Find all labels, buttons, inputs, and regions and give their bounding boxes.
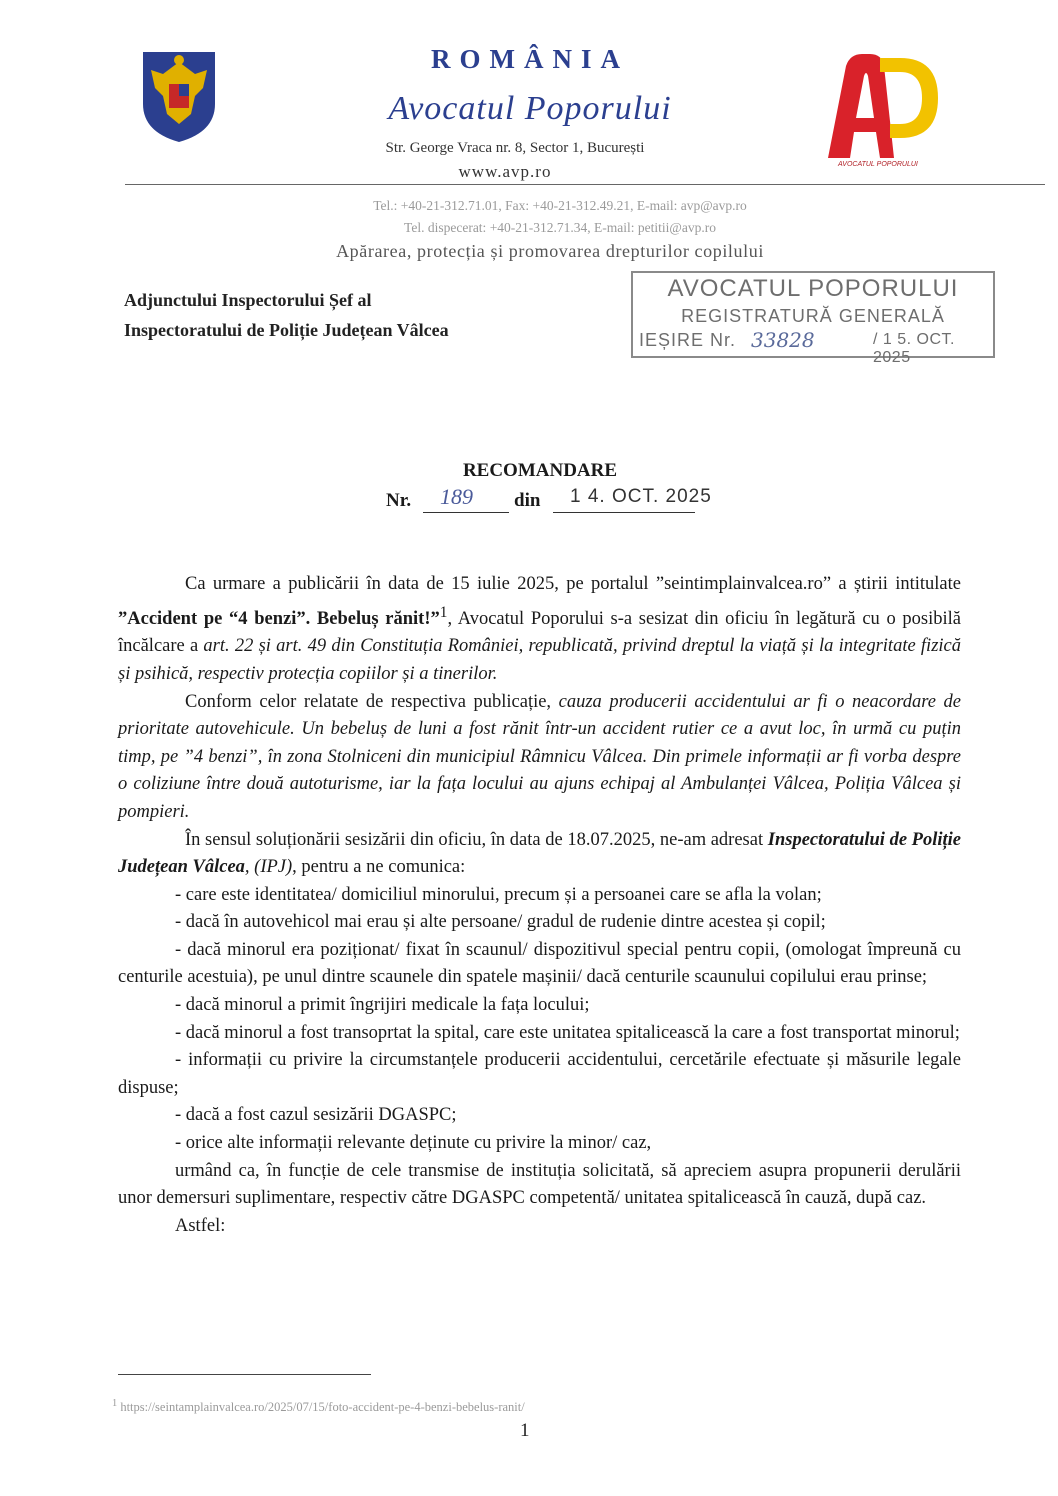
footnote-link[interactable]: https://seintamplainvalcea.ro/2025/07/15/foto-accident-pe-4-benzi-bebelus-ranit/: [120, 1400, 525, 1415]
document-body: [118, 571, 961, 1240]
p1-text-a: Ca urmare a publicării în data de 15 iulie 2025, pe portalul ”seintimplainvalcea.ro” a știrii intitulate: [185, 574, 961, 594]
p3-text-a: În sensul soluționării sesizării din oficiu, în data de 18.07.2025, ne-am adresat: [185, 829, 768, 850]
addressee-line-2: Inspectoratului de Poliție Județean Vâlcea: [124, 320, 449, 340]
footnote-divider: [118, 1374, 371, 1375]
paragraph-3: [118, 827, 961, 882]
p1-text-c: , Avocatul Poporului s-a sesizat din oficiu în legătură cu o posibilă încălcare a: [118, 608, 961, 657]
contact-line-1: Tel.: +40-21-312.71.01, Fax: +40-21-312.49.21, E-mail: avp@avp.ro: [373, 198, 747, 213]
addressee-line-1: Adjunctului Inspectorului Șef al: [124, 290, 372, 310]
date-label: din: [514, 490, 541, 511]
request-item: - orice alte informații relevante deținute cu privire la minor/ caz,: [175, 1133, 652, 1154]
request-item: - dacă în autovehicol mai erau și alte persoane/ gradul de rudenie dintre acestea și copil;: [175, 912, 826, 933]
paragraph-2: [118, 689, 961, 827]
registry-stamp: [631, 271, 995, 366]
request-item: - dacă minorul a primit îngrijiri medicale la fața locului;: [175, 995, 590, 1016]
request-item: - dacă a fost cazul sesizării DGASPC;: [175, 1105, 457, 1126]
department-tagline: Apărarea, protecția și promovarea drepturilor copilului: [336, 241, 764, 261]
header-divider: [125, 184, 1045, 185]
date-underline: [553, 512, 695, 513]
request-item: - dacă minorul era poziționat/ fixat în scaunul/ dispozitivul special pentru copii, (omologat împreună cu centurile acestuia), pe unul dintre scaunele din spatele mașinii/ dacă centurile scaunului copilului erau prinse;: [118, 939, 961, 988]
institution-address: Str. George Vraca nr. 8, Sector 1, București: [385, 140, 645, 156]
paragraph-1: [118, 571, 961, 689]
request-item: - care este identitatea/ domiciliul minorului, precum și a persoanei care se afla la volan;: [175, 884, 822, 905]
romania-coat-of-arms: [133, 44, 225, 144]
stamp-registry: REGISTRATURĂ GENERALĂ: [681, 306, 945, 326]
number-underline: [423, 512, 509, 513]
contact-line-2: Tel. dispecerat: +40-21-312.71.34, E-mail: petitii@avp.ro: [404, 220, 716, 235]
p2-text-a: Conform celor relatate de respectiva publicație,: [185, 691, 559, 712]
p3-text-d: , pentru a ne comunica:: [292, 857, 466, 878]
request-item: - informații cu privire la circumstanțele producerii accidentului, cercetările efectuate și măsurile legale dispuse;: [118, 1050, 961, 1098]
stamp-institution: AVOCATUL POPORULUI: [667, 275, 959, 302]
p2-quote: cauza producerii accidentului ar fi o neacordare de prioritate autovehicule. Un bebeluș de luni a fost rănit într-un accident rutier ce a avut loc, în urmă cu puțin timp, pe ”4 benzi”, în zona Stolniceni din municipiul Râmnicu Vâlcea. Din primele informații ar fi vorba despre o coliziune între două autoturisme, iar la fața locului au ajuns echipaj al Ambulanței Vâlcea, Poliția Vâlcea și pompieri.: [118, 691, 961, 822]
recommendation-number: 189: [440, 484, 473, 509]
stamp-exit-date: / 1 5. OCT. 2025: [873, 331, 955, 366]
institution-name: Avocatul Poporului: [388, 90, 672, 127]
country-name: ROMÂNIA: [431, 44, 629, 74]
page-number: 1: [520, 1420, 530, 1441]
logo-caption: AVOCATUL POPORULUI: [838, 161, 918, 168]
footnote-ref: 1: [439, 603, 448, 621]
document-title: RECOMANDARE: [462, 460, 618, 481]
p3-abbrev: , (IPJ): [244, 857, 293, 878]
number-label: Nr.: [386, 490, 412, 511]
paragraph-4: urmând ca, în funcție de cele transmise de instituția solicitată, să apreciem asupra propunerii derulării unor demersuri suplimentare, respectiv către DGASPC competentă/ unitatea spitalicească în cauză, după caz.: [118, 1160, 961, 1209]
footnote-marker: 1: [112, 1398, 118, 1409]
institution-website[interactable]: www.avp.ro: [458, 162, 552, 181]
stamp-exit-label: IEȘIRE Nr.: [639, 330, 737, 350]
article-title: ”Accident pe “4 benzi”. Bebeluș rănit!”: [118, 608, 440, 629]
recommendation-date: 1 4. OCT. 2025: [570, 486, 712, 507]
footnote: [112, 1398, 525, 1415]
stamp-exit-number: 33828: [751, 328, 815, 352]
p1-legal-ref: art. 22 și art. 49 din Constituția României, republicată, privind dreptul la viață și la integritate fizică și psihică, respectiv protecția copiilor și a tinerilor.: [118, 636, 961, 684]
paragraph-5: Astfel:: [175, 1215, 226, 1236]
avocatul-poporului-logo: [820, 50, 950, 168]
request-item: - dacă minorul a fost transoprtat la spital, care este unitatea spitalicească la care a fost transportat minorul;: [175, 1022, 960, 1043]
p3-institution: Inspectoratului de Poliție Județean Vâlcea: [118, 829, 962, 878]
